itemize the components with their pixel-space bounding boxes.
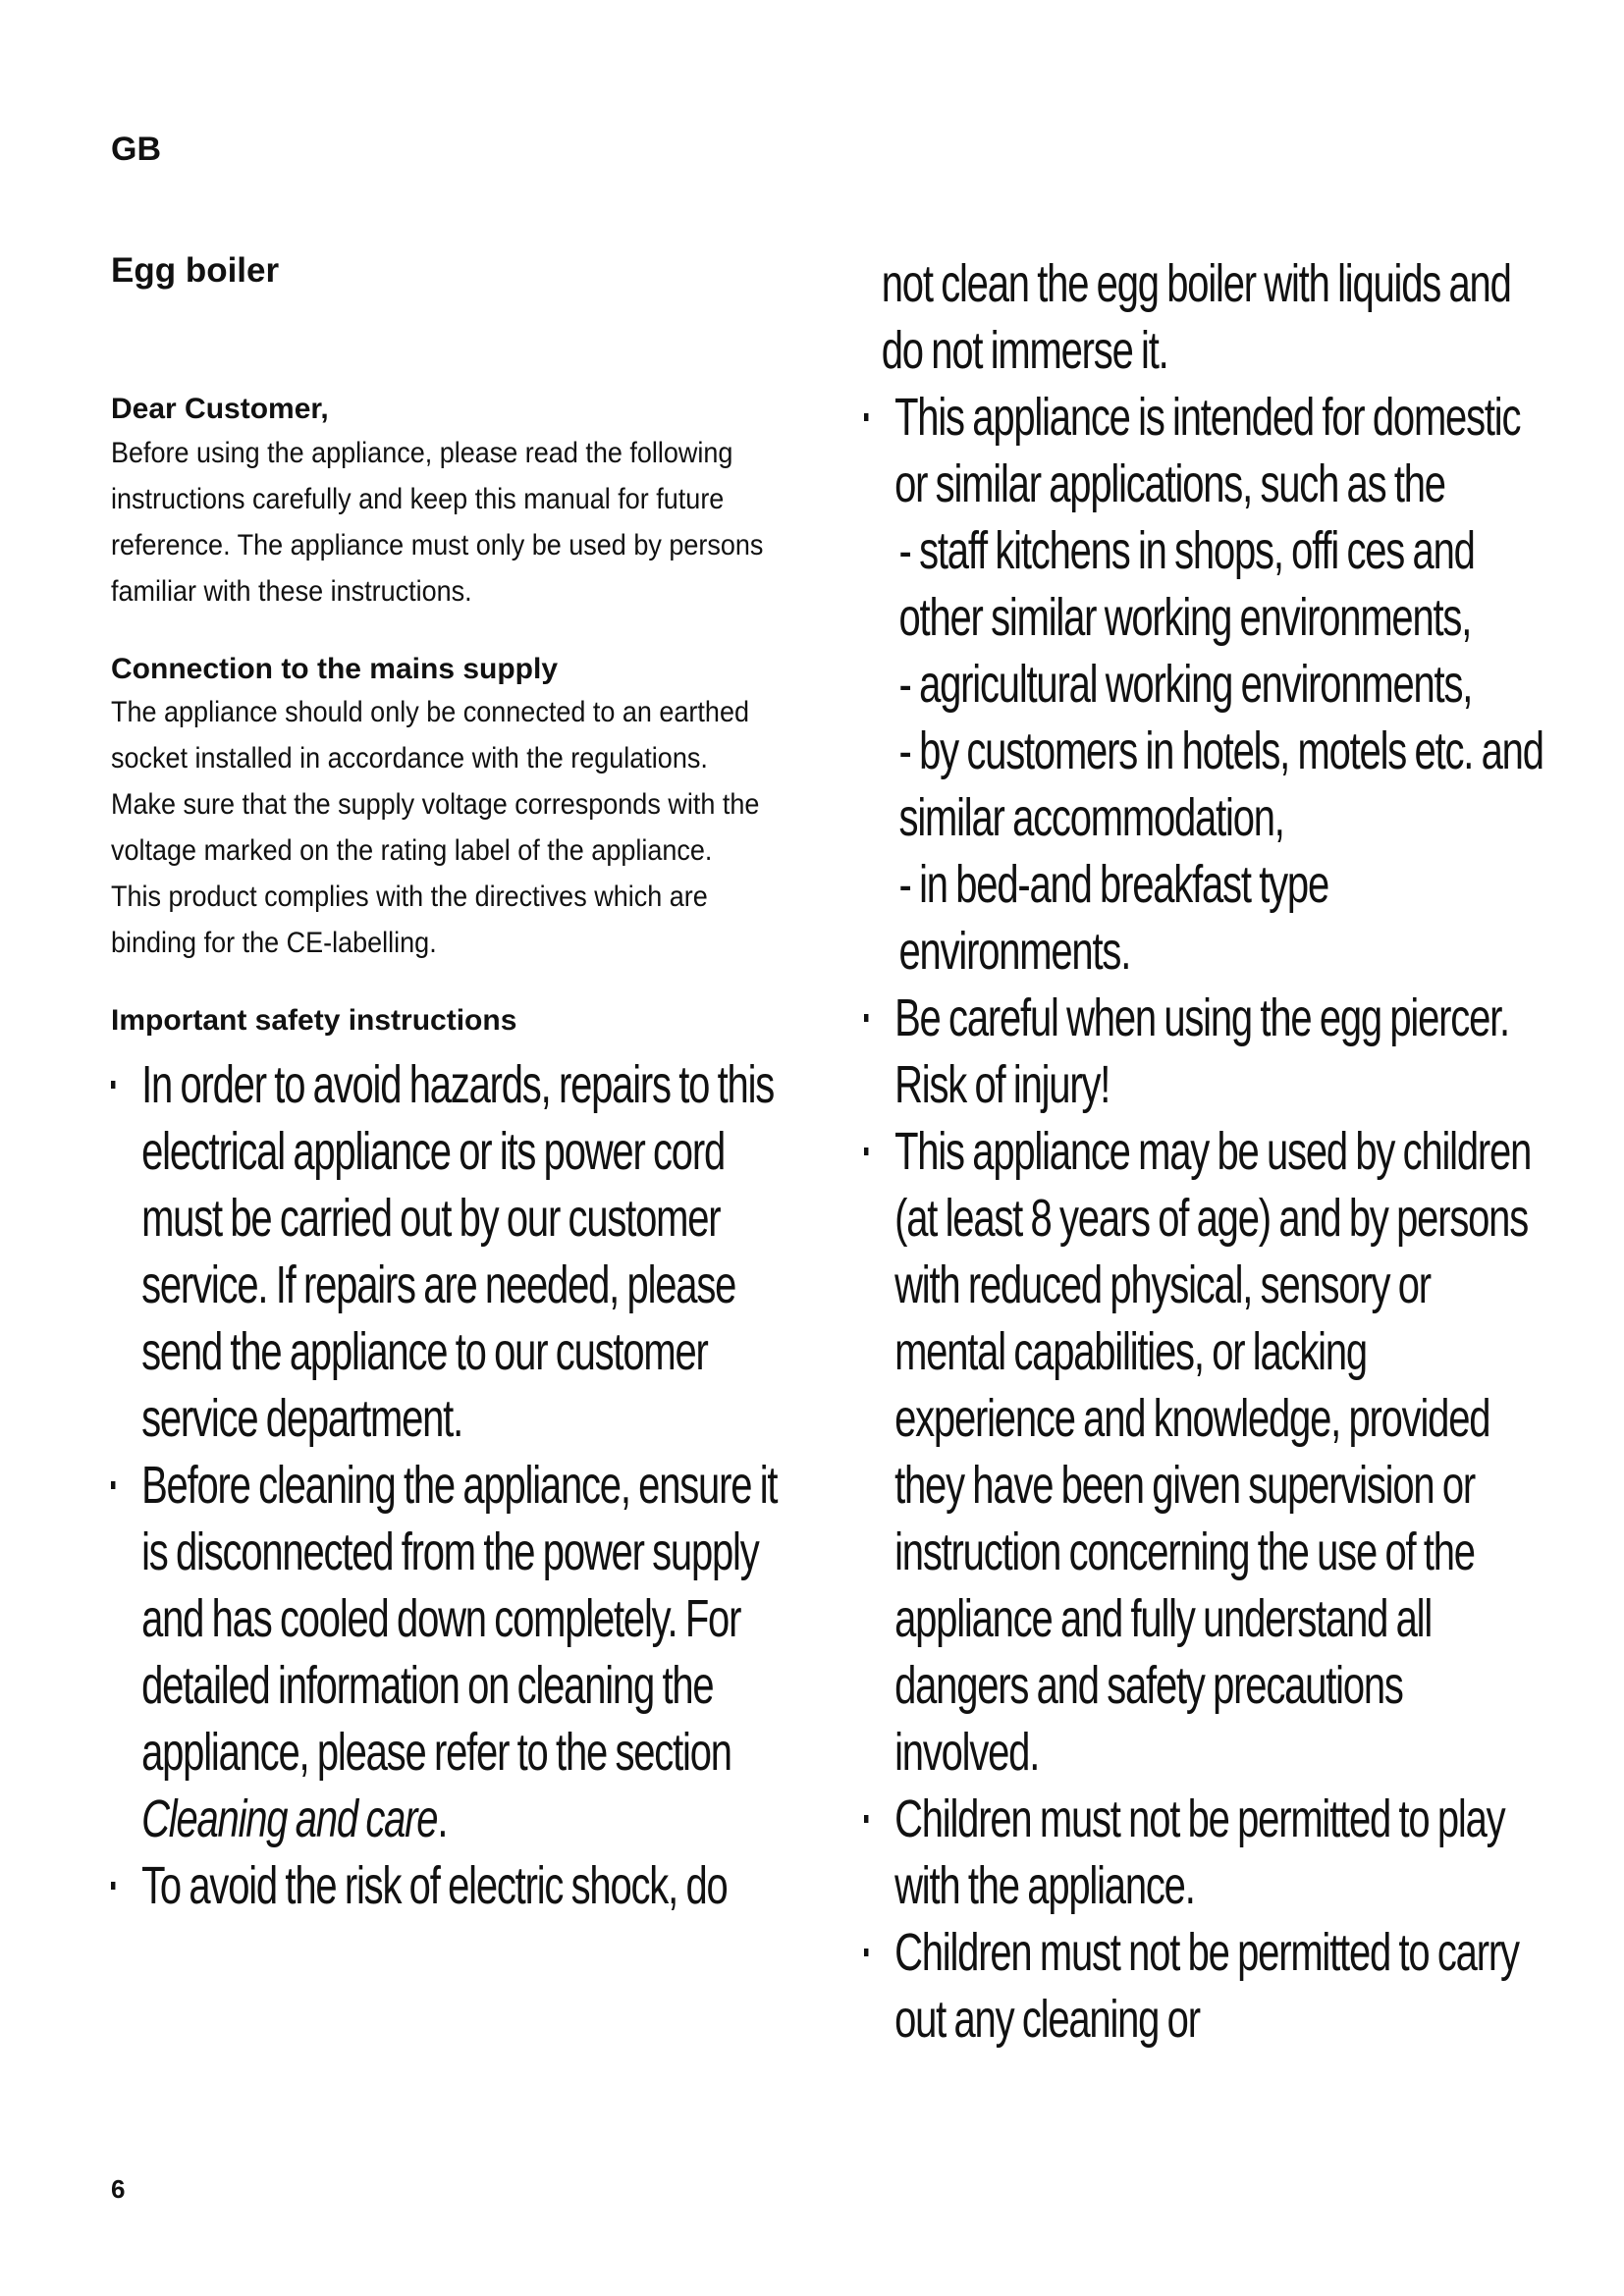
bullet-2-end: . [437,1789,448,1848]
usage-sub-item-4: - in bed-and breakfast type environments. [898,855,1328,981]
intro-heading: Dear Customer, [111,393,329,425]
bullet-1-text: In order to avoid hazards, repairs to this electrical appliance or its power cord must be carried out by our customer service. If repairs are needed, please send the appliance to our customer service department. [141,1054,775,1448]
safety-list-right [864,250,1547,2053]
safety-bullet-6 [864,1118,1547,1786]
safety-heading: Important safety instructions [111,1004,517,1037]
bullet-5-text: Be careful when using the egg piercer. Risk of injury! [894,988,1509,1114]
bullet-3-start-text: To avoid the risk of electric shock, do [141,1855,728,1915]
document-title: Egg boiler [111,251,280,290]
safety-list-left [111,1051,780,1919]
usage-sub-item-2: - agricultural working environments, [898,655,1473,714]
left-column [111,250,788,1919]
safety-bullet-2 [111,1452,780,1852]
bullet-4-text: This appliance is intended for domestic or similar applications, such as the [894,388,1521,513]
safety-bullet-5 [864,985,1547,1118]
safety-bullet-7 [864,1786,1547,1919]
safety-section [111,1001,788,1919]
bullet-2-text: Before cleaning the appliance, ensure it is disconnected from the power supply and has cooled down completely. For detailed information on cleaning the appliance, please refer to the section [141,1455,778,1782]
bullet-marker [111,1481,115,1489]
bullet-8-text: Children must not be permitted to carry out any cleaning or [894,1923,1519,2049]
page-number: 6 [111,2174,126,2204]
bullet-marker [864,1014,868,1022]
bullet-6-text: This appliance may be used by children (at least 8 years of age) and by persons with reduced physical, sensory or mental capabilities, or lacking experience and knowledge, provided they have been given supervision or instruction concerning the use of the appliance and fully understand all dangers and safety precautions involved. [894,1122,1532,1782]
language-code: GB [111,131,161,168]
mains-section [111,650,788,967]
right-column [864,250,1551,2053]
bullet-marker [864,1148,868,1155]
safety-bullet-3 [111,1852,780,1919]
safety-bullet-3-continued [864,250,1547,384]
intro-text: Before using the appliance, please read the following instructions carefully and keep this manual for future reference. The appliance must only be used by persons familiar with these instructions. [111,436,764,608]
mains-heading: Connection to the mains supply [111,652,559,685]
safety-bullet-1 [111,1051,780,1452]
usage-sub-item-3: - by customers in hotels, motels etc. and similar accommodation, [898,721,1543,847]
intro-section [111,390,788,614]
usage-sub-item-1: - staff kitchens in shops, offi ces and other similar working environments, [898,521,1475,647]
bullet-marker [864,413,868,421]
mains-text: The appliance should only be connected to an earthed socket installed in accordance with the regulations. Make sure that the supply voltage corresponds with the voltage marked on the rating label of the appliance. This product complies with the directives which are binding for the CE-labelling. [111,696,760,959]
bullet-marker [111,1882,115,1890]
bullet-3-cont-text: not clean the egg boiler with liquids and do not immerse it. [881,254,1511,380]
safety-bullet-8 [864,1919,1547,2053]
safety-bullet-4 [864,384,1547,517]
bullet-marker [111,1081,115,1089]
bullet-marker [864,1815,868,1823]
bullet-2-italic-ref: Cleaning and care [141,1789,438,1848]
bullet-7-text: Children must not be permitted to play with the appliance. [894,1789,1505,1915]
bullet-marker [864,1949,868,1956]
